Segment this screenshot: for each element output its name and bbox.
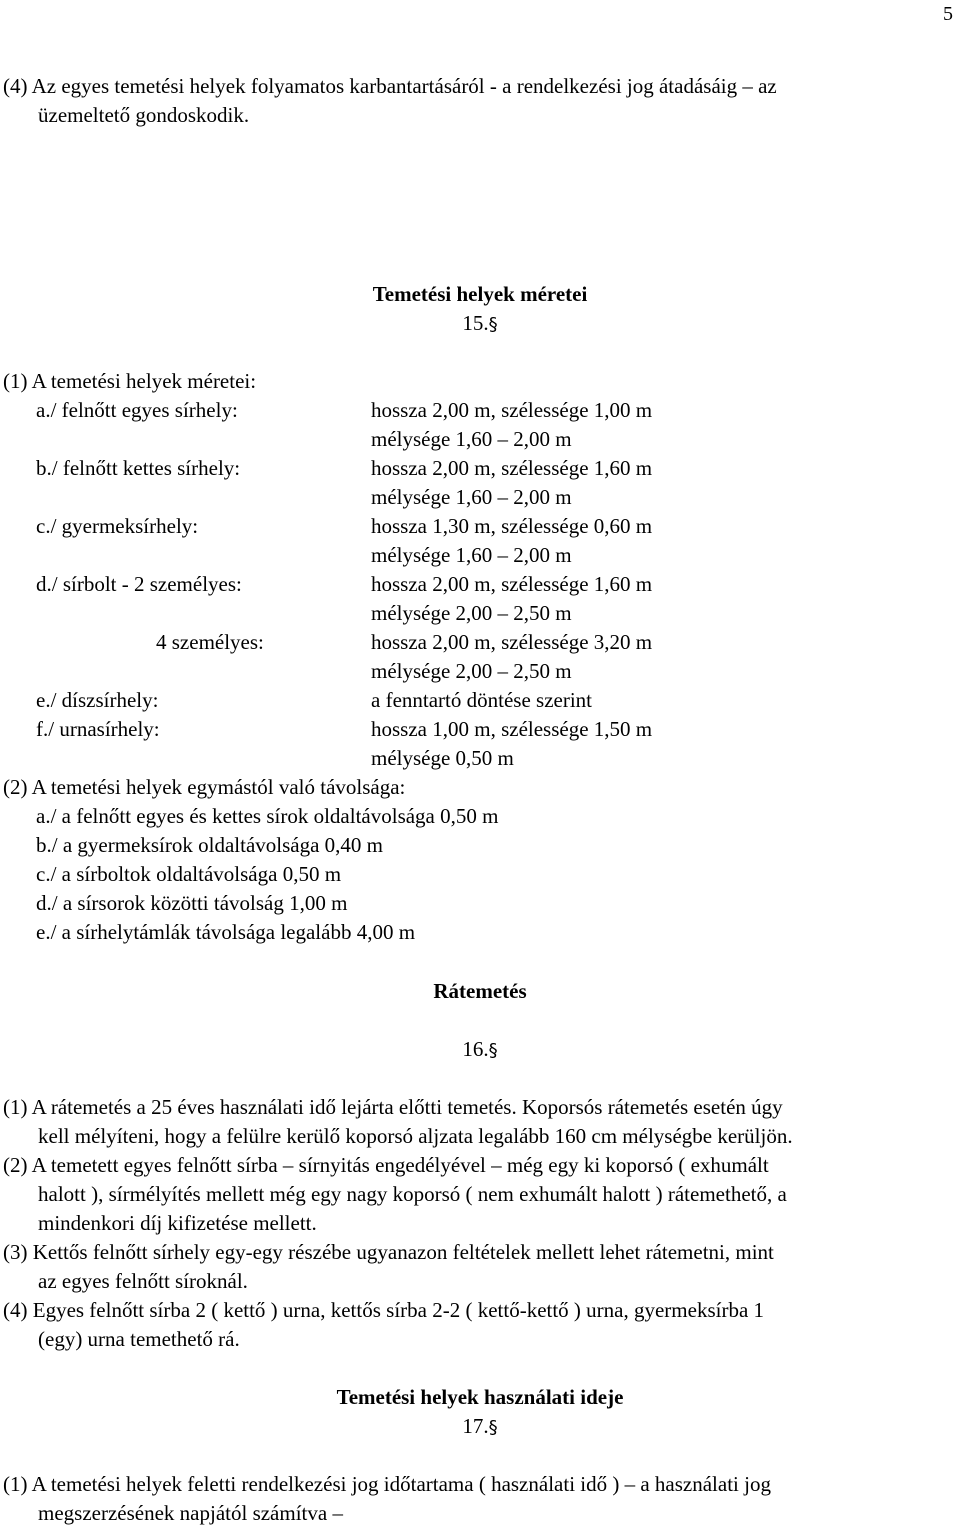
- size-label: 4 személyes:: [156, 630, 264, 654]
- page-number: 5: [943, 3, 953, 25]
- size-value: hossza 2,00 m, szélessége 3,20 m: [371, 630, 653, 654]
- size-row: [0, 425, 960, 454]
- size-value: mélysége 2,00 – 2,50 m: [371, 659, 572, 683]
- size-value: mélysége 2,00 – 2,50 m: [371, 601, 572, 625]
- section-number-text: 16.: [462, 1037, 489, 1061]
- size-value: hossza 1,00 m, szélessége 1,50 m: [371, 717, 653, 741]
- para-16-4-line-2: (egy) urna temethető rá.: [38, 1327, 240, 1351]
- size-row: [0, 686, 960, 715]
- size-value: hossza 1,30 m, szélessége 0,60 m: [371, 514, 653, 538]
- para-16-3-line-1: (3) Kettős felnőtt sírhely egy-egy részébe ugyanazon feltételek mellett lehet rátemetni, mint: [3, 1240, 774, 1264]
- section-number-text: 15.: [462, 311, 489, 335]
- para-17-1-line-1: (1) A temetési helyek feletti rendelkezési jog időtartama ( használati idő ) – a használati jog: [3, 1472, 771, 1496]
- para-16-1-line-2: kell mélyíteni, hogy a felülre kerülő koporsó aljzata legalább 160 cm mélységbe kerüljön.: [38, 1124, 793, 1148]
- size-row: [0, 744, 960, 773]
- para-16-3-line-2: az egyes felnőtt síroknál.: [38, 1269, 248, 1293]
- size-value: mélysége 1,60 – 2,00 m: [371, 543, 572, 567]
- section-17-number: [0, 1412, 960, 1442]
- size-label: b./ felnőtt kettes sírhely:: [36, 456, 241, 480]
- section-number-text: 17.: [462, 1414, 489, 1438]
- para-17-1-cont: [3, 1499, 954, 1528]
- paragraph-4-cont: [3, 101, 954, 130]
- para-17-1-line-2: megszerzésének napjától számítva –: [38, 1501, 343, 1525]
- section-sign: §: [488, 1040, 498, 1061]
- distance-item: c./ a sírboltok oldaltávolsága 0,50 m: [36, 862, 342, 886]
- section-16-title: Rátemetés: [433, 979, 527, 1003]
- section-15-title: Temetési helyek méretei: [372, 282, 588, 306]
- size-row: [0, 599, 960, 628]
- section-16-number: [0, 1035, 960, 1065]
- size-label: c./ gyermeksírhely:: [36, 514, 199, 538]
- size-value: hossza 2,00 m, szélessége 1,60 m: [371, 572, 653, 596]
- para-16-2-cont: [3, 1209, 954, 1238]
- sizes-intro: (1) A temetési helyek méretei:: [3, 369, 257, 393]
- section-17-title: Temetési helyek használati ideje: [336, 1385, 624, 1409]
- size-label: a./ felnőtt egyes sírhely:: [36, 398, 238, 422]
- distance-item: d./ a sírsorok közötti távolság 1,00 m: [36, 891, 348, 915]
- size-value: mélysége 0,50 m: [371, 746, 514, 770]
- size-label: d./ sírbolt - 2 személyes:: [36, 572, 242, 596]
- size-row: [0, 570, 960, 599]
- distance-item: b./ a gyermeksírok oldaltávolsága 0,40 m: [36, 833, 384, 857]
- section-sign: §: [488, 314, 498, 335]
- para-16-1-cont: [3, 1122, 954, 1151]
- distance-item: e./ a sírhelytámlák távolsága legalább 4,00 m: [36, 920, 416, 944]
- size-row: [0, 628, 960, 657]
- para-16-4-cont: [3, 1325, 954, 1354]
- para-16-2-line-2: halott ), sírmélyítés mellett még egy nagy koporsó ( nem exhumált halott ) rátemethető, a: [38, 1182, 787, 1206]
- paragraph-4-line-2: üzemeltető gondoskodik.: [38, 103, 250, 127]
- distance-item: a./ a felnőtt egyes és kettes sírok oldaltávolsága 0,50 m: [36, 804, 499, 828]
- para-16-4-line-1: (4) Egyes felnőtt sírba 2 ( kettő ) urna, kettős sírba 2-2 ( kettő-kettő ) urna, gyermeksírba 1: [3, 1298, 765, 1322]
- size-row: [0, 483, 960, 512]
- size-label: e./ díszsírhely:: [36, 688, 159, 712]
- size-value: mélysége 1,60 – 2,00 m: [371, 427, 572, 451]
- size-row: [0, 512, 960, 541]
- size-label: f./ urnasírhely:: [36, 717, 160, 741]
- para-16-2-line-1: (2) A temetett egyes felnőtt sírba – sírnyitás engedélyével – még egy ki koporsó ( exhumált: [3, 1153, 769, 1177]
- paragraph-4: [3, 72, 954, 101]
- section-sign: §: [488, 1417, 498, 1438]
- size-value: hossza 2,00 m, szélessége 1,60 m: [371, 456, 653, 480]
- paragraph-4-line-1: (4) Az egyes temetési helyek folyamatos karbantartásáról - a rendelkezési jog átadásáig – az: [3, 74, 777, 98]
- para-16-2-line-3: mindenkori díj kifizetése mellett.: [38, 1211, 317, 1235]
- size-row: [0, 715, 960, 744]
- para-16-3-cont: [3, 1267, 954, 1296]
- size-value: a fenntartó döntése szerint: [371, 688, 592, 712]
- para-16-1-line-1: (1) A rátemetés a 25 éves használati idő lejárta előtti temetés. Koporsós rátemetés esetén úgy: [3, 1095, 783, 1119]
- size-value: mélysége 1,60 – 2,00 m: [371, 485, 572, 509]
- size-value: hossza 2,00 m, szélessége 1,00 m: [371, 398, 653, 422]
- size-row: [0, 541, 960, 570]
- size-row: [0, 657, 960, 686]
- size-row: [0, 396, 960, 425]
- para-16-2-cont: [3, 1180, 954, 1209]
- size-row: [0, 454, 960, 483]
- distances-intro: (2) A temetési helyek egymástól való távolsága:: [3, 775, 406, 799]
- section-15-number: [0, 309, 960, 339]
